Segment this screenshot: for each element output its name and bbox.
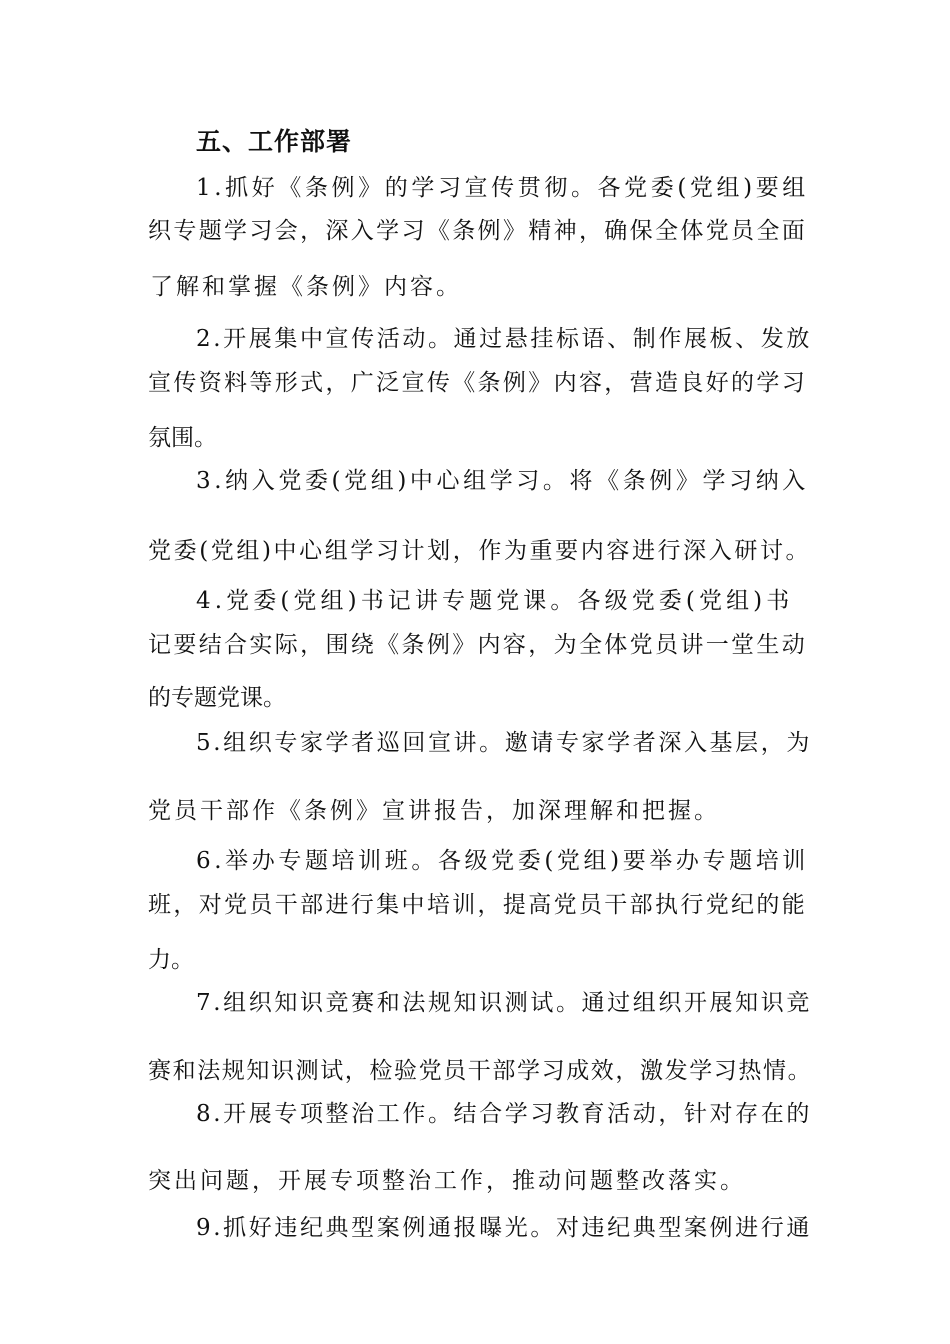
paragraph-2-line-2: 宣传资料等形式，广泛宣传《条例》内容，营造良好的学习 xyxy=(148,370,808,396)
paragraph-7-line-2: 赛和法规知识测试，检验党员干部学习成效，激发学习热情。 xyxy=(148,1058,813,1084)
paragraph-4-line-2: 记要结合实际，围绕《条例》内容，为全体党员讲一堂生动 xyxy=(148,632,808,658)
paragraph-4-line-3: 的专题党课。 xyxy=(148,685,286,711)
paragraph-1-line-1: 1.抓好《条例》的学习宣传贯彻。各党委(党组)要组 xyxy=(196,175,809,201)
paragraph-4-line-1: 4.党委(党组)书记讲专题党课。各级党委(党组)书 xyxy=(196,588,794,614)
paragraph-8-line-2: 突出问题，开展专项整治工作，推动问题整改落实。 xyxy=(148,1168,746,1194)
paragraph-2-line-3: 氛围。 xyxy=(148,425,217,451)
paragraph-6-line-2: 班，对党员干部进行集中培训，提高党员干部执行党纪的能 xyxy=(148,892,808,918)
paragraph-8-line-1: 8.开展专项整治工作。结合学习教育活动，针对存在的 xyxy=(196,1101,812,1127)
paragraph-3-line-2: 党委(党组)中心组学习计划，作为重要内容进行深入研讨。 xyxy=(148,538,812,564)
paragraph-2-line-1: 2.开展集中宣传活动。通过悬挂标语、制作展板、发放 xyxy=(196,326,812,352)
paragraph-6-line-3: 力。 xyxy=(148,947,194,973)
paragraph-1-line-3: 了解和掌握《条例》内容。 xyxy=(150,274,462,300)
paragraph-9-line-1: 9.抓好违纪典型案例通报曝光。对违纪典型案例进行通 xyxy=(196,1215,812,1241)
section-heading: 五、工作部署 xyxy=(196,127,353,156)
paragraph-3-line-1: 3.纳入党委(党组)中心组学习。将《条例》学习纳入 xyxy=(196,468,809,494)
paragraph-7-line-1: 7.组织知识竞赛和法规知识测试。通过组织开展知识竞 xyxy=(196,990,812,1016)
paragraph-1-line-2: 织专题学习会，深入学习《条例》精神，确保全体党员全面 xyxy=(148,218,808,244)
paragraph-6-line-1: 6.举办专题培训班。各级党委(党组)要举办专题培训 xyxy=(196,848,809,874)
paragraph-5-line-2: 党员干部作《条例》宣讲报告，加深理解和把握。 xyxy=(148,798,720,824)
paragraph-5-line-1: 5.组织专家学者巡回宣讲。邀请专家学者深入基层，为 xyxy=(196,730,812,756)
